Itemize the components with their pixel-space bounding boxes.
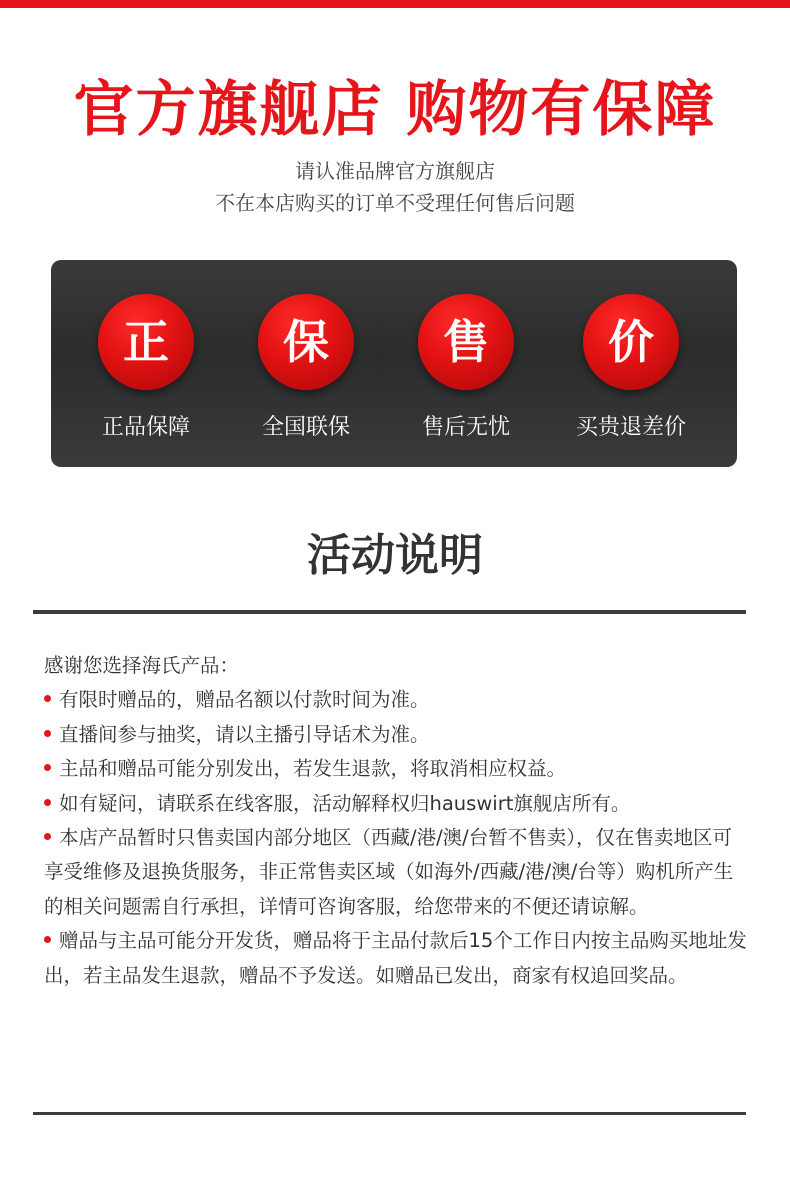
guarantee-panel	[51, 260, 737, 467]
activity-title: 活动说明	[307, 530, 483, 581]
top-accent-bar	[0, 0, 790, 8]
list-item-text: 本店产品暂时只售卖国内部分地区（西藏/港/澳/台暂不售卖），仅在售卖地区可享受维修及退换货服务，非正常售卖区域（如海外/西藏/港/澳/台等）购机所产生的相关问题需自行承担，详情可咨询客服，给您带来的不便还请谅解。	[44, 826, 734, 918]
bullet-dot-icon	[44, 936, 51, 943]
genuine-badge-icon: 正	[98, 294, 194, 390]
warranty-badge-icon: 保	[258, 294, 354, 390]
list-item	[44, 683, 750, 717]
guarantee-label: 正品保障	[101, 415, 190, 440]
guarantee-genuine	[71, 260, 221, 467]
activity-notes	[44, 649, 750, 993]
divider	[33, 610, 746, 614]
list-item-text: 有限时赠品的，赠品名额以付款时间为准。	[59, 688, 430, 712]
guarantee-warranty	[231, 260, 381, 467]
guarantee-label: 买贵退差价	[575, 415, 686, 440]
bullet-dot-icon	[44, 695, 51, 702]
after-sales-badge-icon: 售	[418, 294, 514, 390]
bullet-dot-icon	[44, 799, 51, 806]
guarantee-label: 售后无忧	[421, 415, 510, 440]
list-item	[44, 924, 750, 993]
page-title: 官方旗舰店 购物有保障	[73, 75, 717, 145]
list-item-text: 主品和赠品可能分别发出，若发生退款，将取消相应权益。	[59, 757, 567, 781]
subtitle-line-1: 请认准品牌官方旗舰店	[295, 159, 495, 183]
activity-intro: 感谢您选择海氏产品：	[44, 654, 240, 677]
bullet-dot-icon	[44, 730, 51, 737]
list-item	[44, 752, 750, 786]
guarantee-after-sales	[391, 260, 541, 467]
list-item-text: 如有疑问，请联系在线客服，活动解释权归hauswirt旗舰店所有。	[59, 791, 631, 815]
list-item-text: 直播间参与抽奖，请以主播引导话术为准。	[59, 722, 430, 746]
guarantee-price	[556, 260, 706, 467]
list-item	[44, 787, 750, 821]
divider	[33, 1112, 746, 1115]
bullet-dot-icon	[44, 764, 51, 771]
guarantee-label: 全国联保	[261, 415, 350, 440]
bullet-dot-icon	[44, 833, 51, 840]
list-item	[44, 821, 750, 924]
list-item	[44, 718, 750, 752]
list-item-text: 赠品与主品可能分开发货，赠品将于主品付款后15个工作日内按主品购买地址发出，若主品发生退款，赠品不予发送。如赠品已发出，商家有权追回奖品。	[44, 929, 747, 987]
subtitle-line-2: 不在本店购买的订单不受理任何售后问题	[215, 191, 575, 215]
price-badge-icon: 价	[583, 294, 679, 390]
